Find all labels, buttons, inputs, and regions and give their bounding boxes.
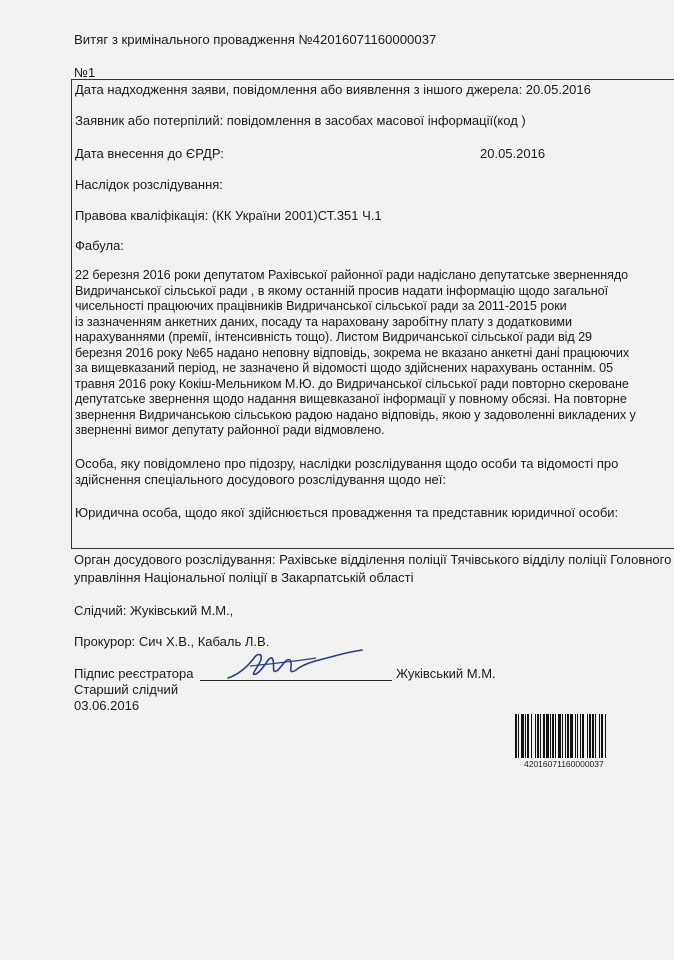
handwritten-signature	[220, 648, 370, 688]
barcode-number: 42016071160000037	[524, 759, 604, 769]
fabula-line: нарахуваннями (премії, інтенсивність тощо). Листом Видричанської сільської ради від 29	[75, 330, 592, 344]
fabula-line: за вищевказаний період, не зазначено й відомості щодо здійснених нарахувань останнім. 05	[75, 361, 614, 375]
signature-label: Підпис реєстратора	[74, 666, 194, 681]
fabula-line: із зазначенням анкетних даних, посаду та нараховану заробітну плату з додатковими	[75, 314, 572, 329]
consequence-field: Наслідок розслідування:	[75, 177, 223, 192]
fabula-line: депутатське звернення щодо надання вищевказаної інформації у повному обсязі. На повторне	[75, 392, 627, 406]
signature-date: 03.06.2016	[74, 698, 140, 713]
fabula-line: звернення Видричанською сільською радою надано відповідь, якою у задоволенні викладених у	[75, 407, 636, 422]
barcode	[515, 714, 655, 762]
fabula-text	[75, 268, 673, 439]
fabula-line: 22 березня 2016 роки депутатом Рахівської районної ради надісланo депутатське зверненнядо	[75, 268, 629, 282]
qualification-field: Правова кваліфікація: (КК України 2001)СТ.351 Ч.1	[75, 208, 382, 223]
prosecutor: Прокурор: Сич Х.В., Кабаль Л.В.	[74, 634, 270, 649]
applicant-field: Заявник або потерпілий: повідомлення в засобах масової інформації(код )	[75, 113, 526, 128]
page-title: Витяг з кримінального провадження №42016071160000037	[74, 32, 437, 47]
fabula-label: Фабула:	[75, 238, 124, 253]
record-details-box	[71, 79, 674, 549]
fabula-line: Видричанської сільської ради , в якому останній просив надати інформацію щодо загальної	[75, 283, 609, 298]
fabula-line: травня 2016 року Кокіш-Мельником М.Ю. до Видричанської сільської ради повторно скероване	[75, 376, 629, 391]
suspect-field-line1: Особа, яку повідомлено про підозру, наслідки розслідування щодо особи та відомості про	[75, 456, 619, 471]
fabula-line: чисельності працюючих працівників Видричанської сільської ради за 2011-2015 роки	[75, 299, 567, 313]
erdr-date-value: 20.05.2016	[480, 146, 546, 161]
fabula-line: березня 2016 року №65 надано неповну відповідь, зокрема не вказано анкетні дані працюючих	[75, 345, 630, 360]
suspect-field-line2: здійснення спеціального досудового розслідування щодо неї:	[75, 472, 446, 487]
investigator: Слідчий: Жуківський М.М.,	[74, 603, 234, 618]
investigation-organ-line2: управління Національної поліції в Закарпатській області	[74, 570, 414, 585]
record-number: №1	[74, 65, 96, 80]
fabula-line: зверненні вимог депутату районної ради відмовлено.	[75, 423, 385, 437]
signatory-name: Жуківський М.М.	[396, 666, 496, 681]
investigation-organ-line1: Орган досудового розслідування: Рахівське відділення поліції Тячівського відділу поліції Головного	[74, 552, 672, 567]
received-date-field: Дата надходження заяви, повідомлення або виявлення з іншого джерела: 20.05.2016	[75, 82, 591, 97]
erdr-date-label: Дата внесення до ЄРДР:	[75, 146, 224, 161]
legal-entity-field: Юридична особа, щодо якої здійснюється провадження та представник юридичної особи:	[75, 505, 619, 520]
signatory-position: Старший слідчий	[74, 682, 179, 697]
